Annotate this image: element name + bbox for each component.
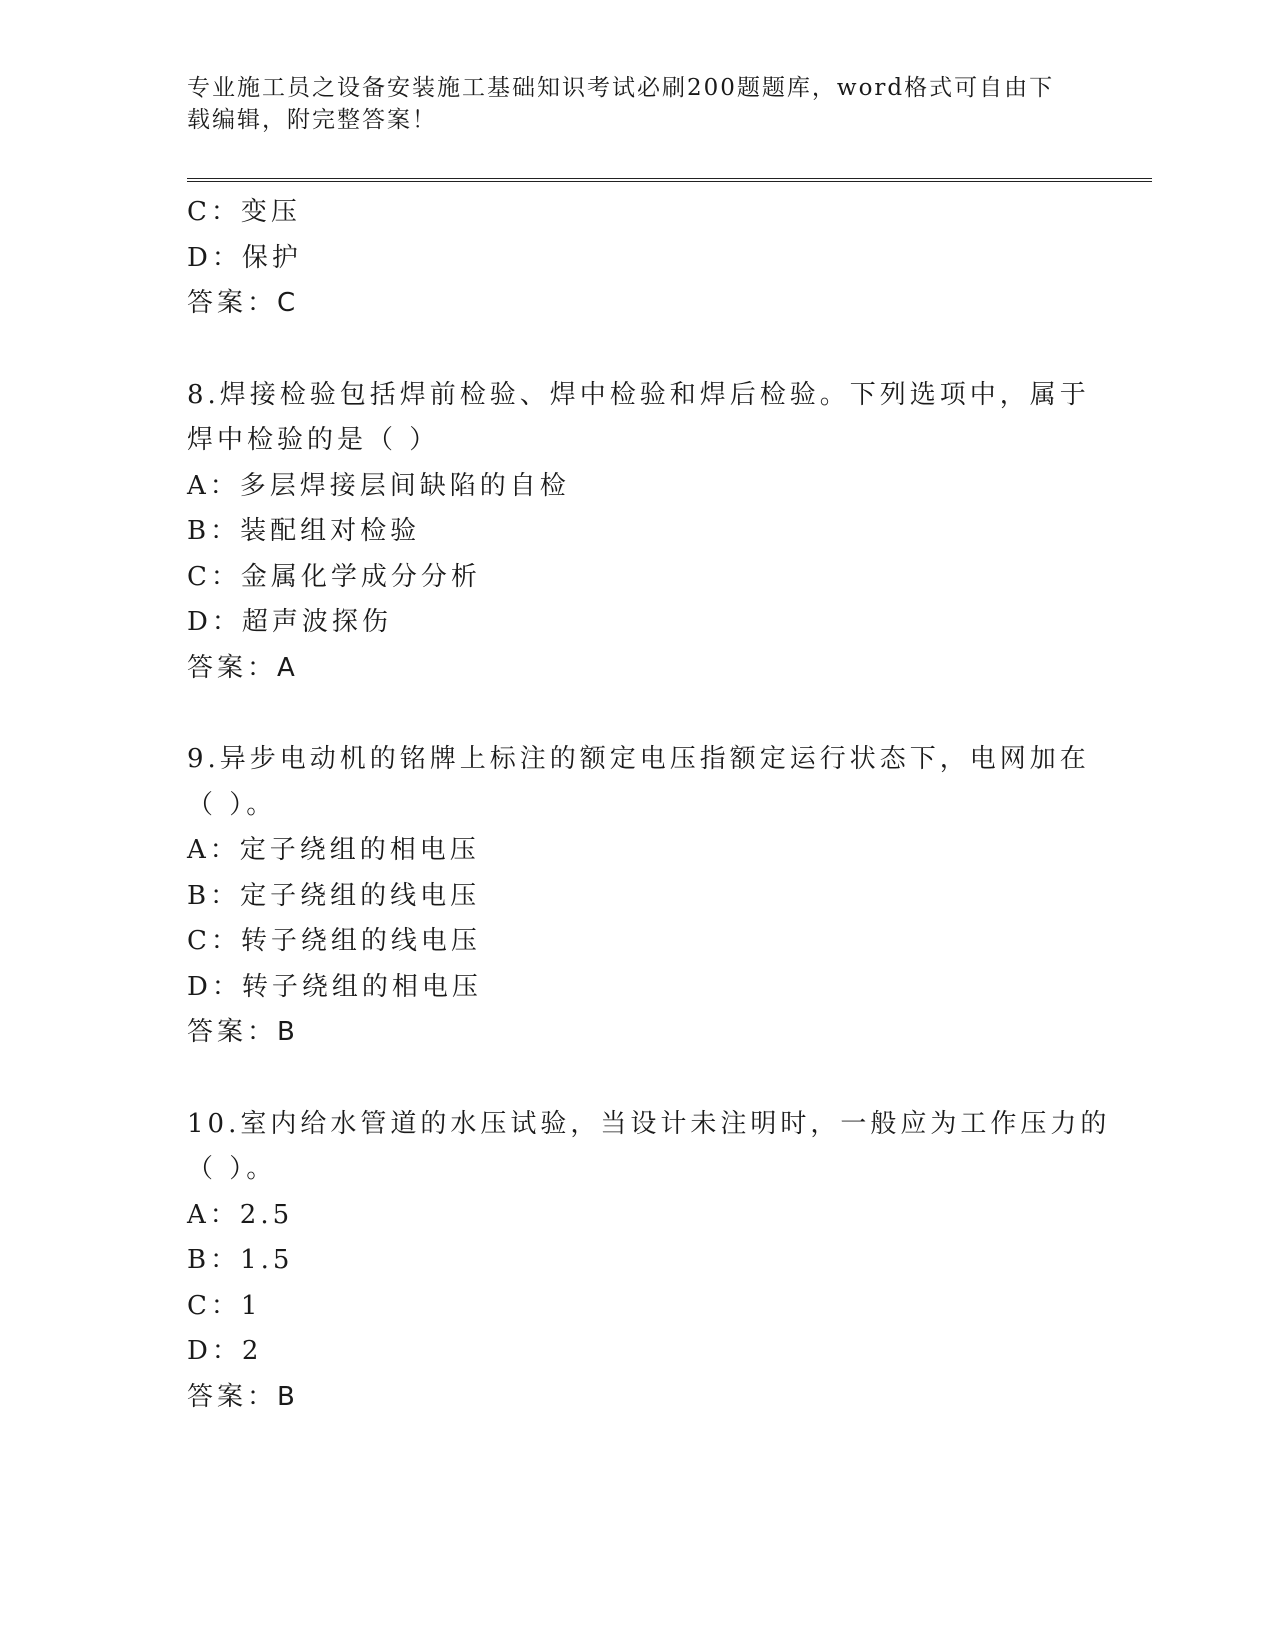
option-c: C：变压 <box>187 197 301 227</box>
option-a: A：多层焊接层间缺陷的自检 <box>187 470 570 501</box>
option-d: D：保护 <box>187 242 302 273</box>
question-stem-continued: （ ）。 <box>187 1154 277 1184</box>
answer-line: 答案：C <box>187 288 300 318</box>
header-divider <box>187 178 1152 182</box>
option-d: D：超声波探伤 <box>187 607 392 637</box>
option-d: D：转子绕组的相电压 <box>187 971 482 1002</box>
question-stem: 8.焊接检验包括焊前检验、焊中检验和焊后检验。下列选项中，属于 <box>187 379 1090 410</box>
option-b: B：装配组对检验 <box>187 516 421 546</box>
option-b: B：定子绕组的线电压 <box>187 880 481 911</box>
option-a: A：2.5 <box>187 1199 294 1230</box>
option-b: B：1.5 <box>187 1245 294 1275</box>
option-c: C：金属化学成分分析 <box>187 561 481 592</box>
option-c: C：1 <box>187 1290 262 1321</box>
answer-line: 答案：B <box>187 1381 299 1412</box>
question-stem-continued: 焊中检验的是（ ） <box>187 425 440 455</box>
option-d: D：2 <box>187 1336 263 1366</box>
spacer <box>187 691 1067 737</box>
answer-line: 答案：B <box>187 1017 299 1047</box>
document-page <box>187 0 1147 1650</box>
question-stem: 9.异步电动机的铭牌上标注的额定电压指额定运行状态下，电网加在 <box>187 744 1090 774</box>
spacer <box>187 1056 1067 1102</box>
spacer <box>187 327 1067 373</box>
page-title: 专业施工员之设备安装施工基础知识考试必刷200题题库，word格式可自由下载编辑，附完整答案！ <box>187 75 1055 133</box>
answer-line: 答案：A <box>187 652 299 683</box>
question-stem: 10.室内给水管道的水压试验，当设计未注明时，一般应为工作压力的 <box>187 1108 1111 1139</box>
question-stem-continued: （ ）。 <box>187 789 277 820</box>
option-c: C：转子绕组的线电压 <box>187 926 481 956</box>
question-list <box>187 190 1111 1420</box>
option-a: A：定子绕组的相电压 <box>187 835 480 865</box>
